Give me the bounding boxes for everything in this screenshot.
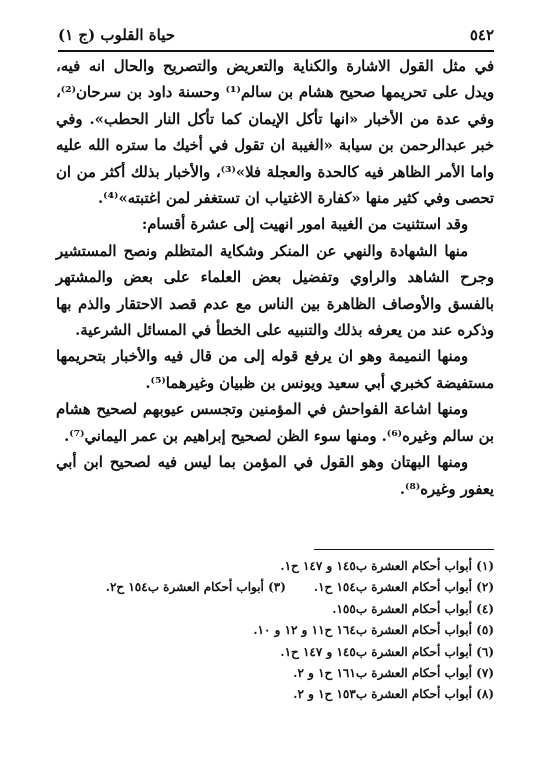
paragraph: وقد استثنيت من الغيبة امور انهيت إلى عشرة أقسام:	[141, 216, 468, 234]
footnote-line	[56, 663, 494, 684]
footnote-separator	[314, 549, 494, 550]
footnote: (٥) أبواب أحكام العشرة ب١٦٤ ح١١ و ١٢ و ١٠.	[253, 623, 494, 638]
footnote-line	[56, 620, 494, 641]
running-title: حياة القلوب (ج ١)	[58, 26, 176, 44]
footnote: (٦) أبواب أحكام العشرة ب١٤٥ و ١٤٧ ح١.	[280, 644, 494, 659]
footnote: (٨) أبواب أحكام العشرة ب١٥٣ ح١ و ٢.	[293, 687, 494, 702]
main-text	[56, 54, 494, 503]
page-number: ٥٤٢	[469, 26, 494, 44]
footnote: (١) أبواب أحكام العشرة ب١٤٥ و ١٤٧ ح١.	[280, 559, 494, 573]
footnotes	[56, 556, 494, 706]
footnote-line	[56, 642, 494, 663]
footnote-line	[56, 577, 494, 598]
footnote-line	[56, 684, 494, 705]
page-header	[58, 16, 494, 52]
footnote-line	[56, 599, 494, 620]
paragraph: في مثل القول الاشارة والكناية والتعريض والتصريح والحال انه فيه، ويدل على تحريمها صحيح هشام بن سالم⁽¹⁾ وحسنة داود بن سرحان⁽²⁾، وفي عدة من الأخبار «انها تأكل الإيمان كما تأكل النار الحطب». وفي خبر عبدالرحمن بن سيابة «الغيبة ان تقول في أخيك ما ستره الله عليه واما الأمر الظاهر فيه كالحدة والعجلة فلا»⁽³⁾، والأخبار بذلك أكثر من ان تحصى وفي كثير منها «كفارة الاغتياب ان تستغفر لمن اغتبته»⁽⁴⁾.	[56, 58, 495, 208]
paragraph: ومنها اشاعة الفواحش في المؤمنين وتجسس عيوبهم لصحيح هشام بن سالم وغيره⁽⁶⁾. ومنها سوء الظن لصحيح إبراهيم بن عمر اليماني⁽⁷⁾.	[56, 401, 494, 445]
paragraph: ومنها البهتان وهو القول في المؤمن بما ليس فيه لصحيح ابن أبي يعفور وغيره⁽⁸⁾.	[56, 454, 494, 498]
paragraph: منها الشهادة والنهي عن المنكر وشكاية المتظلم ونصح المستشير وجرح الشاهد والراوي وتفضيل بعض العلماء على بعض والمشتهر بالفسق والأوصاف الظاهرة بين الناس مع عدم قصد الاحتقار والذم بها وذكره عند من يعرفه بذلك والتنبيه على الخطأ في المسائل الشرعية.	[56, 242, 494, 340]
footnote: (٤) أبواب أحكام العشرة ب١٥٥.	[332, 601, 494, 616]
footnote-line	[56, 556, 494, 577]
footnote: (٢) أبواب أحكام العشرة ب١٥٤ ح١.	[313, 580, 494, 595]
footnote: (٧) أبواب أحكام العشرة ب١٦١ ح١ و ٢.	[293, 666, 494, 681]
footnote: (٣) أبواب أحكام العشرة ب١٥٤ ح٢.	[105, 580, 286, 595]
paragraph: ومنها النميمة وهو ان يرفع قوله إلى من قال فيه والأخبار بتحريمها مستفيضة كخبري أبي سعيد ويونس بن ظبيان وغيرهما⁽⁵⁾.	[56, 348, 494, 392]
